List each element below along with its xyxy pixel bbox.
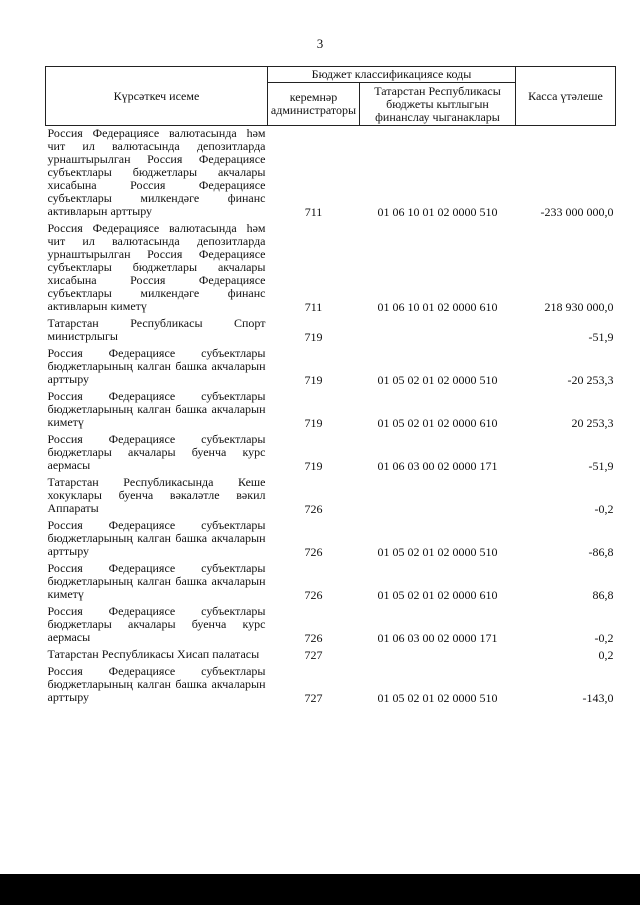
row-cash-amount: -0,2	[594, 502, 614, 516]
row-cash-amount: -233 000 000,0	[540, 205, 614, 219]
row-indicator-name: Татарстан Республикасында Кеше хокуклары буенча вәкаләтле вәкил Аппараты	[47, 475, 266, 515]
row-admin-code: 727	[304, 648, 323, 662]
table-row	[46, 344, 616, 387]
row-indicator-name: Татарстан Республикасы Спорт министрлыгы	[47, 316, 266, 343]
row-source-code: 01 06 03 00 02 0000 171	[377, 459, 498, 473]
row-source-code	[360, 473, 516, 516]
row-admin-code: 726	[304, 588, 323, 602]
row-admin-code: 719	[304, 330, 323, 344]
row-indicator-name: Россия Федерациясе субъектлары бюджетлары акчалары буенча курс аермасы	[47, 432, 266, 472]
row-admin-code: 719	[304, 416, 323, 430]
row-indicator-name: Россия Федерациясе субъектлары бюджетларының калган башка акчаларын арттыру	[47, 664, 266, 704]
row-indicator-name: Россия Федерациясе субъектлары бюджетларының калган башка акчаларын арттыру	[47, 518, 266, 558]
row-indicator-name: Россия Федерациясе субъектлары бюджетлары акчалары буенча курс аермасы	[47, 604, 266, 644]
header-indicator-name: Күрсәткеч исеме	[46, 67, 268, 126]
page-bottom-band	[0, 874, 640, 905]
table-row	[46, 314, 616, 344]
row-admin-code: 726	[304, 502, 323, 516]
table-row	[46, 387, 616, 430]
row-source-code	[360, 314, 516, 344]
row-indicator-name: Россия Федерациясе субъектлары бюджетларының калган башка акчаларын киметү	[47, 389, 266, 429]
row-source-code: 01 05 02 01 02 0000 610	[377, 416, 498, 430]
row-indicator-name: Татарстан Республикасы Хисап палатасы	[47, 647, 260, 661]
row-source-code: 01 06 10 01 02 0000 610	[377, 300, 498, 314]
row-source-code: 01 05 02 01 02 0000 610	[377, 588, 498, 602]
table-row	[46, 645, 616, 662]
row-cash-amount: -51,9	[588, 459, 614, 473]
table-row	[46, 516, 616, 559]
row-cash-amount: -51,9	[588, 330, 614, 344]
row-indicator-name: Россия Федерациясе субъектлары бюджетларының калган башка акчаларын арттыру	[47, 346, 266, 386]
header-cash-execution: Касса үтәлеше	[516, 67, 616, 126]
row-indicator-name: Россия Федерациясе валютасында һәм чит ил валютасында депозитларда урнаштырылган Россия Федерациясе субъектлары бюджетлары акчалары хисабына Россия Федерациясе субъектлары милкендәге финанс активларын арттыру	[47, 126, 266, 218]
row-cash-amount: 20 253,3	[571, 416, 614, 430]
row-cash-amount: -86,8	[588, 545, 614, 559]
row-cash-amount: 0,2	[598, 648, 614, 662]
row-admin-code: 727	[304, 691, 323, 705]
header-deficit-sources: Татарстан Республикасы бюджеты кытлыгын финанслау чыганаклары	[360, 83, 516, 126]
row-admin-code: 711	[304, 205, 323, 219]
budget-table	[45, 66, 616, 705]
table-row	[46, 559, 616, 602]
table-row	[46, 602, 616, 645]
row-source-code	[360, 645, 516, 662]
table-row	[46, 126, 616, 220]
row-indicator-name: Россия Федерациясе валютасында һәм чит ил валютасында депозитларда урнаштырылган Россия Федерациясе субъектлары бюджетлары акчалары хисабына Россия Федерациясе субъектлары милкендәге финанс активларын киметү	[47, 221, 266, 313]
header-classification-code: Бюджет классификациясе коды	[268, 67, 516, 83]
header-revenue-administrators: керемнәр администраторы	[268, 83, 360, 126]
table-header	[46, 67, 616, 126]
row-indicator-name: Россия Федерациясе субъектлары бюджетларының калган башка акчаларын киметү	[47, 561, 266, 601]
row-source-code: 01 05 02 01 02 0000 510	[377, 691, 498, 705]
row-source-code: 01 05 02 01 02 0000 510	[377, 545, 498, 559]
row-admin-code: 726	[304, 631, 323, 645]
row-admin-code: 726	[304, 545, 323, 559]
row-cash-amount: 86,8	[592, 588, 614, 602]
row-source-code: 01 06 03 00 02 0000 171	[377, 631, 498, 645]
row-cash-amount: -20 253,3	[567, 373, 614, 387]
row-admin-code: 719	[304, 373, 323, 387]
row-cash-amount: -0,2	[594, 631, 614, 645]
page-number: 3	[316, 36, 324, 51]
table-body	[46, 126, 616, 706]
table-row	[46, 219, 616, 314]
row-admin-code: 719	[304, 459, 323, 473]
row-cash-amount: 218 930 000,0	[544, 300, 614, 314]
row-admin-code: 711	[304, 300, 323, 314]
row-cash-amount: -143,0	[582, 691, 614, 705]
row-source-code: 01 05 02 01 02 0000 510	[377, 373, 498, 387]
table-row	[46, 473, 616, 516]
table-row	[46, 662, 616, 705]
row-source-code: 01 06 10 01 02 0000 510	[377, 205, 498, 219]
table-row	[46, 430, 616, 473]
